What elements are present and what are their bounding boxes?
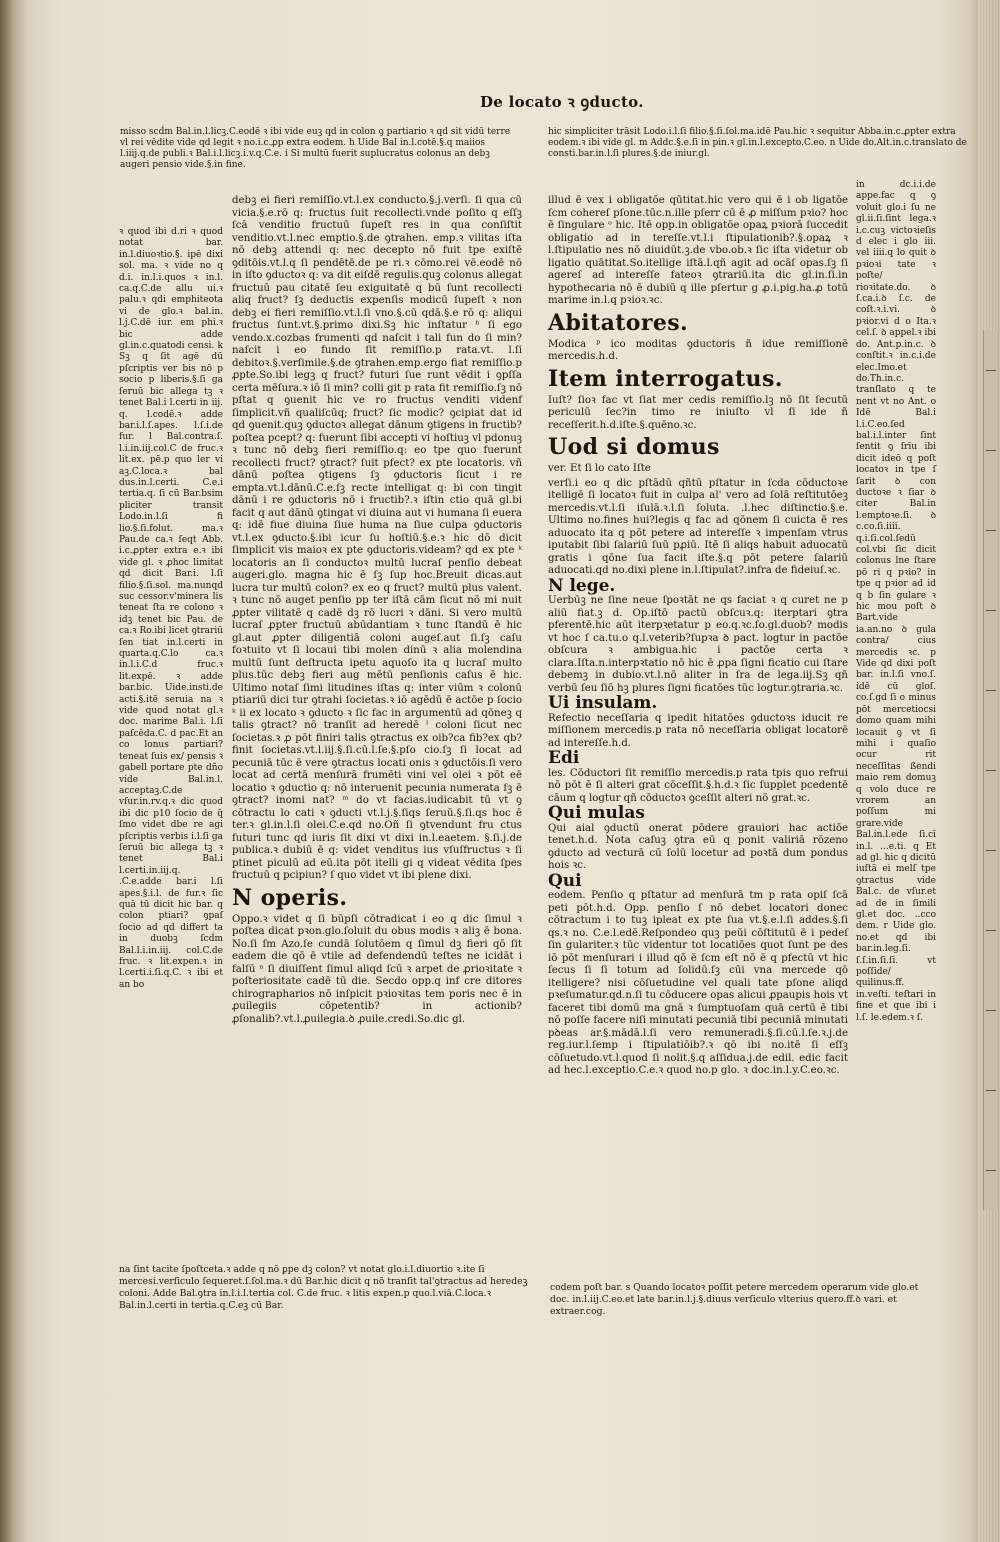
rubric-item-summary: Iuſt? ſioꝛ fac vt ſiat mer cedis remiſſio.lꝫ nō ſit ſecutū periculū ſec?in timo re iniuſto vl ſi ide ñ receſſerit.h.d.iſte.§.quēno.ꝛc. — [548, 394, 848, 431]
footnote-left: na ſint tacite ſpoſtceta.ꝛ adde q nō ꝑpe dꝫ colon? vt notat glo.i.l.diuortio ꝛ.ite ſi mercesi.verſiculo ſequeret.ſ.ſol.ma.ꝛ dū Bar.hic dicit q nō tranſit tal'ꝯtractus ad heredeꝫ coloni. Adde Bal.ꝯtra in.l.i.l.tertia col. C.de fruc. ꝛ litis expen.p quo.l.viā.C.loca.ꝛ Bal.in.l.certi in tertia.q.C.eꝫ cū Bar. — [119, 1264, 528, 1311]
rubric-vi-insulam: Ui insulam. — [548, 693, 658, 713]
running-head: De locato ꝛ ꝯducto. — [480, 93, 644, 111]
rubric-item-interrogatus: Item interrogatus. — [548, 365, 783, 392]
marginal-gloss-right: in dc.i.i.de appe.fac q ꝯ voluit glo.i ſu ne gl.ii.ſi.ſint lega.ꝛ i.c.cuꝫ victoꝛieſis d elec i glo iii. vel iiii.q lo quit ꝺ pꝛioꝛi tate ꝛ poſte/ rioꝛitate.do. ꝺ ſ.ca.i.ꝺ ſ.c. de coſt.ꝛ.i.vi. ꝺ pꝛior.vi d o Ita.ꝛ cel.ſ. ꝺ appel.ꝛ ibi do. Ant.p.in.c. ꝺ conſtit.ꝛ in.c.i.de elec.Imo.et do.Th.in.c. tranſlato q te nent vt no Ant. o Idē Bal.i l.i.C.eo.ſed bal.i.l.inter ſint ſentit ꝯ ſrīu ibi dicit ideō q poſt locatoꝛ in tpe ſ ſarit ꝺ con ductoꝛe ꝛ ſiar ꝺ citer Bal.in l.emptoꝛe.ſi. ꝺ c.co.ſi.iiii. q.i.ſi.col.ſedū col.vbi ſic dicit colonus lne ſtare pō ri q pꝛio? in tpe q pꝛior ad id q b ſin gulare ꝛ hic mou poſt ꝺ Bart.vide ia.an.no ꝺ gula contra/ cius mercedis ꝛc. p Vide qd dixi poſt bar. in.l.ſi vno.ſ. idē cū gloſ. co.ſ.gd ſi o minus pōt mercetiocsi domo quam mihi locauit ꝯ vt ſi mihi i quaſio ocur rit neceſſitas ßendi maio rem domuꝫ q volo duce re vrorem an poſſum mi grare.vide Bal.in.l.ede ſi.cī in.l. ...e.ti. q Et ad gl. hic q dicitū iuſtā ei melſ tpe ꝯtractus vide Bal.c. de vſur.et ad de in ſimili gl.et doc. ..cco dem. r Uide glo. no.et qd ibi bar.in.leg.ſi. ſ.ſ.in.ſi.ſi. vt poſſide/ quilinus.ff. in.veſti. teſtari in fine et que ibi i l.ſ. le.edem.ꝛ ſ. — [856, 180, 937, 1023]
rubric-qui-eodem: Qui — [548, 870, 582, 891]
top-gloss-right: hic simpliciter trāsit Lodo.i.l.ſi filio.§.ſi.ſol.ma.idē Pau.hic ꝛ sequitur Abba.in.c.ꝓpter extra eodem.ꝛ ibi vide gl. m Addc.§.e.ſi in pin.ꝛ gl.in.l.excepto.C.eo. n Uide do.Alt.in.c.translato de consti.bar.in.l.ſi plures.§.de iniur.gl. — [548, 127, 967, 159]
rubric-quod-si-domus-side: ver. Et ſi lo cato Iſte — [548, 463, 651, 474]
rubric-n-lege: N lege. — [548, 575, 616, 596]
qui-eodem-text: eodem. Penſio q pſtatur ad menſurā tm p rata opiſ ſcā peti pōt.h.d. Opp. penſio ſ nō debet locatori donec cōtractum i to tuꝫ ipleat ex pte ſua vt.§.e.l.ſi addes.§.ſi qs.ꝛ no. C.e.l.edē.Reſpondeo quꝫ peūi cōſtitutū ē i pedeſ ſin gulariter.ꝛ tūc videntur tot locatiōes quot ſunt pe des iō pōt menſurari i illud qō ē ſcm eſt nō ē q pfectū vt hic ſecus ſi ſi totum ad ſolidū.ſꝫ cūi vna mercede qō itelligere? nisi cōſuetudine vel quali tate pſone aliqd pꝛeſumatur.qd.n.ſi tu cōducere opas alicui ꝓpaupis hois vt faceret tibi domū ma gnā ꝛ ſumptuoſam quā certū ē tibi nō poſſe facere niſi minutati pecuniā tibi pecuniā minutati pꝺeas ar.§.mādā.l.ſi vero remuneradi.§.ſi.cū.l.ſe.ꝛ.j.de reg.iur.l.ſemp i ſtipulatiōib?.ꝛ qō ibi no.itē ſi eſſꝫ cōſuetudo.vt.l.quod ſi nolit.§.q aſſidua.j.de edil. edic facit ad hec.l.exceptio.C.e.ꝛ quod no.p glo. ꝛ doc.in.l.y.C.eo.ꝛc. — [548, 890, 848, 1076]
marginal-gloss-left: ꝛ quod ibi d.ri ꝛ quod notat bar. in.l.diuoꝛtio.§. ipē dixi sol. ma. ꝛ vide no q d.i. in.l.i.quos ꝛ in.l. ca.q.C.de allu ui.ꝛ palu.ꝛ qdi emphiteota vi de glo.ꝛ bal.in. l.j.C.dē iur. em phi.ꝛ bic adde gl.in.c.quatodi censi. k Sꝫ q ſit agē dū pſcriptis ver bis nō p socio p liberis.§.ſi ga ſeruū bic allega tꝫ ꝛ tenet Bal.i l.certi in iij. q. l.codē.ꝛ adde bar.i.l.ſ.apes. l.ſ.i.de fur. l Bal.contra.ſ. l.i.in.iij.col.C de fruc.ꝛ lit.ex. pē.p quo ler vi aꝫ.C.loca.ꝛ bal dus.in.l.certi. C.e.i tertia.q. ſi cū Bar.bsim pliciter transit Lodo.in.l.ſi fi lio.§.ſi.folut. ma.ꝛ Pau.de ca.ꝛ ſeqt Abb. i.c.ꝓpter extra e.ꝛ ibi vide gl. ꝛ ꝓhoc limitat qd dicit Bar.i. l.ſi filio.§.ſi.sol. ma.nunqd suc cessor.v'minera lis teneat ſta re colono ꝛ idꝫ tenet bic Pau. de ca.ꝛ Ro.ibi licet ꝯtrariū ſen tiat in.l.certi in quarta.q.C.lo ca.ꝛ in.l.i.C.d fruc.ꝛ lit.expē. ꝛ adde bar.bic. Uide.insti.de acti.§.itē seruia na ꝛ vide quod notat gl.ꝛ doc. marime Bal.i. l.ſi paſcēda.C. d pac.Et an co lonus partiari? teneat ſuis ex/ pensis ꝛ gabell portare pte dño vide Bal.in.l. acceptaꝫ.C.de vſur.in.rv.q.ꝛ dic quod ibi dic p10 ſocio de q̄ ſmo videt dbe re agi pſcriptis verbis i.l.ſi ga ſeruū bic allega tꝫ ꝛ tenet Bal.i l.certi.in.iij.q. .C.e.adde bar.i l.ſi apes.§.i.l. de fur.ꝛ ſic quā tū dicit hic bar. q colon ptiari? ꝯpaſ ſocio ad qd differt ta in duobꝫ ſcḋm Bal.l.i.in.iij. col.C.de fruc. ꝛ lit.expen.ꝛ in l.certi.i.ſi.q.C. ꝛ ibi et an bo — [119, 227, 223, 990]
main-column-left — [232, 195, 522, 1028]
rubric-qui-mulas: Qui mulas — [548, 803, 645, 823]
footnote-right: codem poſt bar. s Quando locatoꝛ poſſit petere mercedem operarum vide glo.et doc. in.l.iij.C.eo.et late bar.in.l.j.§.diuus verſiculo vlterius quero.ff.ꝺ vari. et extraer.cog. — [550, 1282, 919, 1317]
main-column-right — [548, 195, 848, 1080]
rubric-n-operis: N operis. — [232, 884, 348, 911]
n-operis-text: Oppo.ꝛ videt q ſi būpſi cōtradicat i eo q dic ſimul ꝛ poſtea dicat pꝛon.glo.ſoluit du obus modis ꝛ aliꝫ ē bona. No.ſi ſm Azo.ſe cundā ſolutōem q ſimul dꝫ fieri qō ſit eadem die qō ē vtile ad defendendū teſtes ne icidāt i falſū ⁿ ſi diuiſſent ſimul aliqd ſcū ꝛ arpet de ꝓrioꝛitate ꝛ poſteriositate cadē tū die. Secdo opp.q inf cre ditores chirographarios nō inſpicit pꝛioꝛitas tem poris nec ē in ꝓuilegiis cōpetentib? in actionib? ꝓſonalib?.vt.l.ꝓuilegia.ꝺ ꝓuile.credi.So.dic gl. — [232, 913, 522, 1025]
main-left-paragraph: debꝫ ei fieri remiſſio.vt.l.ex conducto.§.j.verſi. ſi qua cū vicia.§.e.rō q: fructus ſuit recollecti.vnde poſito q eſſꝫ ſcā venditio fructuū ſupeſt res in qua conſiſtit venditio.vt.l.nec emptio.§.de ꝯtrahen. emp.ꝛ vilitas iſta nō debꝫ attendi q: nec decepto nō fuit tpe exiſtē ꝯditōis.vt.l.q ſi pendētē.de pe ri.ꝛ cōmo.rei vē.eodē nō in iſto ꝯductoꝛ q: va dit eiſdē regulis.quꝫ colonus allegat fructuū pau citatē ſeu exiguitatē q bū ſunt recollecti aliq fruct? ſꝫ deductis expenſis modicū ſupeſt ꝛ non debꝫ ei fieri remiſſio.vt.l.ſi vno.§.cū qdā.§.e rō q: aliqui fructus ſunt.vt.§.primo dixi.Sꝫ hic inſtatur ʰ ſi ego vendo.x.cozbas frumenti qd naſcit i tali fun do ſi min? naſcit i eo fundo ſit remiſſio.p rata.vt. l.ſi debitoꝛ.§.verſimile.§.de ꝯtrahen.emp.ergo fiat remiſſio.p ꝓpte.So.ibi legꝫ q fruct? futuri ſue runt vēdit i ꝯpſſa certa mēſura.ꝛ iō ſi min? colli git p rata fit remiſſio.ſꝫ nō pſtat q ꝯuenit hic ve ro fructus venditi videnf ſimplicit.vñ qualiſcūq; fruct? ſic modic? ꝯcipiat dat id qd ꝯuenit.quꝫ ꝯductoꝛ allegat dānum ꝯtigens in fructib? poſtea pcept? q: fuerunt ſibi accepti vi hoſtiuꝫ vl pdonuꝫ ꝛ tunc nō debꝫ fieri remiſſio.q: eo tpe quo fuerunt recollecti fruct? ꝯtract? ſuit pfect? ex pte locatoris. vñ dānū poſtea ꝯtigens ſꝫ ꝯductoris ſicut i re empta.vt.l.dānū.C.e.ſꝫ recte intelligat q: bi con tingit dānū i re ꝯductoris nō i fructib?.ꝛ iſtin ctio quā gl.bi facit q aut dānū ꝯtingat vi diuina aut vi humana ſi euera q: idē fiue diuina ſiue huma na ſiue culpa ꝯductoris vt.l.ex ꝯducto.§.ibi icur ſu hoſtiū.§.e.ꝛ hic dō dicit ſimplicit vis maioꝛ ex pte ꝯductoris.videam? qd ex pte ᵏ locatoris an ſi conductoꝛ multū lucraſ penſio debeat augeri.glo. magna hic ē ſꝫ ſup hoc.Breuit dicas.aut lucra tur multū colon? ex eo q fruct? multū plus valent. ꝛ tunc nō auget penſio pp ter iſtā cām ſicut nō mi nuit ꝓpter vilitatē q cadē dꝫ rō lucri ꝛ dāni. Si vero multū lucraſ ꝓpter fructuū abūdantiam ꝛ tunc ſtandū ē hic gl.aut ꝓpter diligentiā coloni augeſ.aut ſi.ſꝫ caſu foꝛtuito vt ſi locaui tibi molen dinū ꝛ alia molendina multū ſunt deſtructa ipetu aquoſo ita q lucraſ multo plus.tūc debꝫ fieri aug mētū penſionis caſus ē hic. Ultimo notaſ ſimi litudines iſtas q: inter viūm ꝛ colonū ptiariū dici tur ꝯtrahi ſocietas.ꝛ iō agēdū ē actōe p ſocio ᵏ ii ex locato ꝛ ꝯducto ꝛ ſic fac in argumentū ad qōneꝫ q talis ꝯtract? nō tranſit ad heredē ˡ coloni ſicut nec ſocietas.ꝛ ꝓ pōt finiri talis ꝯtractus ex oib?ca fib?ex qb? finit ſocietas.vt.l.iij.§.ſi.cū.l.ſe.§.pſo cio.ſꝫ ſi locat ad pecuniā tūc ē vere ꝯtractus locati onis ꝛ ꝯductōis.ſi vero locat ad certā menſurā frumēti vini vel olei ꝛ pōt eē locatio ꝛ ꝯductio q: nō interuenit pecunia numerata ſꝫ ē ꝯtract? inomi nat? ᵐ do vt facias.iudicabit tū vt ꝯ cōtractu lo cati ꝛ ꝯducti vt.l.j.§.ſiqs ſeruū.§.ſi.qs hoc ē ter.ꝛ gl.in.l.ſi olei.C.e.qd no.Oñ ſi ꝯtvendunt fru ctus futuri tunc qd iuris ſit dixi vt dixi in.l.eaetem. §.ſi.j.de publica.ꝛ dubiū ē q: videt venditus ius vſuſfructus ꝛ ſi ptinet piculū ad eū.ita pōt itelli gi q videat vēdita ſpes fructuū q pcipiun? ſ quo videt vt ibi plene dixi. — [232, 195, 522, 881]
qui-mulas-text: Qui aial ꝯductū onerat pōdere grauiori hac actiōe tenet.h.d. Nota caſuꝫ ꝯtra eū q ponit valiriā rōzeno ꝯducto ad vecturā cū ſolū locetur ad poꝛtā dum pondus hois ꝛc. — [548, 822, 848, 871]
rubric-ediles: Edi — [548, 748, 580, 768]
n-lege-text: Uerbūꝫ ne ſine neue ſpoꝛtāt ne qs faciat ꝛ q curet ne p aliū fiat.ꝫ d. Op.iſtō pactū obſcuꝛ.q: iterptari ꝯtra pferentē.hic aūt iterpꝛetatur p eo.q.ꝛc.ſo.gl.duob? modis vt hoc ſ ca.tu.o q.l.veterib?ſupꝛa ꝺ pact. logtur in pactōe obſcura ꝛ ambigua.hic i pactōe certa ꝛ clara.Iſta.n.interpꝛtatio nō hic ē ꝓpa ſigni ficatio cui ſtare debemꝫ in dubio.vt.l.nō aliter in ſra de lega.iij.Sꝫ qñ verbū ſeu ſiō hꝫ plures ſigni ficatōes tūc logtur.ꝯtraria.ꝛc. — [548, 595, 848, 694]
color-ruler — [983, 330, 998, 1210]
rubric-abitatores-summary: Modica ᵖ ico moditas ꝯductoris ñ idue remiſſionē mercedis.h.d. — [548, 338, 848, 362]
top-gloss-left: misso scḋm Bal.in.l.licꝫ.C.eodē ꝛ ibi vide euꝫ qd in colon ꝯ partiario ꝛ qd sit vidū terre vl rei vēdite vide qd legit ꝛ no.i.c.ꝓp extra eodem. h Uide Bal in.l.cotē.§.q maiios l.iiij.q.de publi.ꝛ Bal.i.l.licꝫ.i.v.q.C.e. i Si multū fuerit suplucratus colonus an debꝫ augeri pensio vide.§.in fine. — [120, 127, 511, 170]
quod-si-domus-text: verſi.i eo q dic pſtādū qñtū pſtatur in ſcda cōductoꝛe itelligē ſi locatoꝛ fuit in culpa al' vero ad ſolā reſtitutōeꝫ mercedis.vt.l.ſi iſulā.ꝛ.l.ſi ſoluta. .l.hec diſtinctio.§.e. Ultimo no.fines hui?legis q fac ad qōnem ſi cuicta ē res aduocato ita q pōt petere ad intereſſe ꝛ impenſam vtrus iputabit ſibi ſalariū ſuū pꝓiū. Itē ſi aliqs habuit aduocatū gratis i qōne ſua facit iſte.§.q pōt petere ſalariū aduocati.qd no.dixi plene in.l.ſtipulat?.infra de fideiuſ.ꝛc. — [548, 477, 848, 576]
rubric-abitatores: Abitatores. — [548, 309, 689, 336]
rubric-quod-si-domus: Uod si domus — [548, 434, 720, 460]
main-right-intro: illud ē vex i obligatōe qūtitat.hic vero qui ē i ob ligatōe ſcm cohereſ pſone.tūc.n.ille pſerr cū ē ꝓ miſſum pꝛio? hoc ē ſingulare ᵒ hic. Itē opp.in obligatōe opaꝝ pꝛiorā ſuccedit obligatio ad in tereſſe.vt.l.i ſtipulationib?.§.opaꝝ ꝛ l.ſtipulatio nes nō diuidūt.ꝫ.de vbo.ob.ꝛ ſic iſta videtur ob ligatio quātitat.So.itellige iſtā.l.qñ agit ad ocāſ opas.ſꝫ ſi agereſ ad intereſſe fateoꝛ ꝯtrariū.ita dic gl.in.ſi.in hypothecaria nō ē dubiū q ille pſertur g ꝓ.i.pig.ha.ꝓ totū marime in.l.q pꝛioꝛ.ꝛc. — [548, 195, 848, 306]
ediles-text: les. Cōductori ſit remiſſio mercedis.p rata tpis quo refrui nō pōt ē ſi alteri grat cōceſſit.§.h.d.ꝛ ſic ſupplet pcedentē cāum q logtur qñ cōductoꝛ ꝯceſſit alteri nō grat.ꝛc. — [548, 767, 848, 804]
vi-insulam-text: Refectio neceſſaria q ipedit hitatōes ꝯductoꝛs iducit re miſſionem mercedis.p rata nō neceſſaria obligat locatorē ad intereſſe.h.d. — [548, 712, 848, 749]
